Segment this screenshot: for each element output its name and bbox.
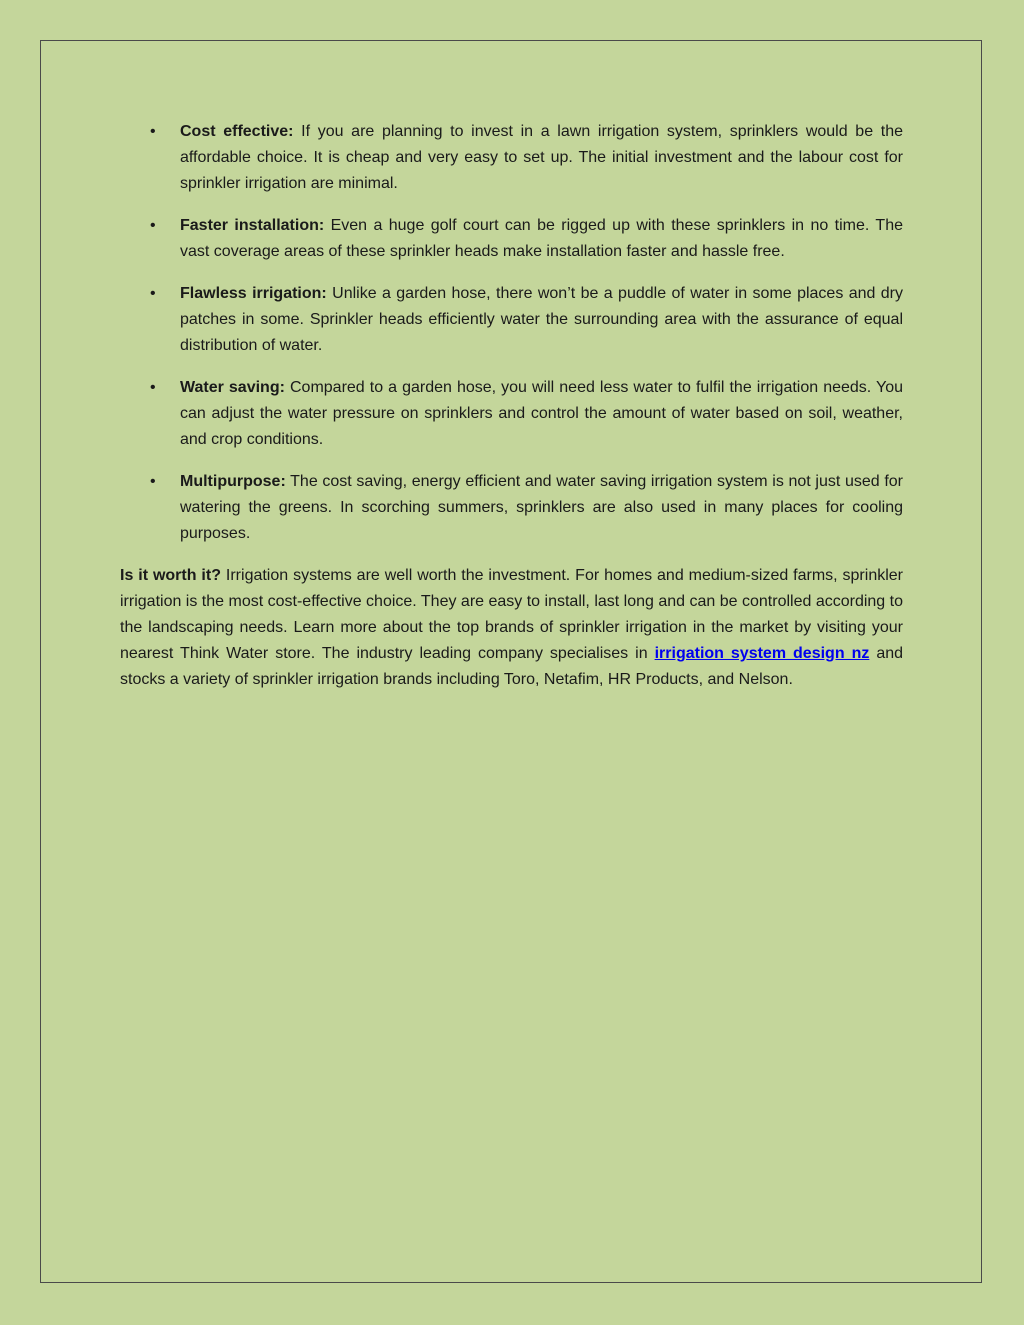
benefits-list [120,119,903,547]
bullet-icon: • [150,379,156,396]
list-item-text: Unlike a garden hose, there won’t be a puddle of water in some places and dry patches in some. Sprinkler heads efficiently water the surrounding area with the assurance of equal distribution of water. [180,285,904,354]
list-item-text: Even a huge golf court can be rigged up with these sprinklers in no time. The vast coverage areas of these sprinkler heads make installation faster and hassle free. [180,217,904,260]
list-item-term: Cost effective: [180,123,294,140]
irrigation-design-link[interactable]: irrigation system design nz [654,645,870,662]
list-item-text: The cost saving, energy efficient and water saving irrigation system is not just used for watering the greens. In scorching summers, sprinklers are also used in many places for cooling purposes. [180,473,903,542]
closing-lead: Is it worth it? [120,567,221,584]
list-item-term: Water saving: [180,379,285,396]
list-item [120,281,903,359]
list-item-text: Compared to a garden hose, you will need less water to fulfil the irrigation needs. You can adjust the water pressure on sprinklers and control the amount of water based on soil, weather, and crop conditions. [180,379,903,448]
list-item-term: Multipurpose: [180,473,286,490]
document-body [120,119,903,693]
list-item [120,469,903,547]
closing-paragraph [120,563,903,693]
bullet-icon: • [150,123,156,140]
bullet-icon: • [150,285,156,302]
closing-text-after-link: and stocks a variety of sprinkler irrigation brands including Toro, Netafim, HR Products, and Nelson. [120,645,904,688]
list-item [120,119,903,197]
list-item-term: Faster installation: [180,217,325,234]
list-item [120,213,903,265]
bullet-icon: • [150,473,156,490]
list-item-text: If you are planning to invest in a lawn irrigation system, sprinklers would be the affordable choice. It is cheap and very easy to set up. The initial investment and the labour cost for sprinkler irrigation are minimal. [180,123,904,192]
closing-text-before-link: Irrigation systems are well worth the investment. For homes and medium-sized farms, sprinkler irrigation is the most cost-effective choice. They are easy to install, last long and can be controlled according to the landscaping needs. Learn more about the top brands of sprinkler irrigation in the market by visiting your nearest Think Water store. The industry leading company specialises in [120,567,903,662]
list-item [120,375,903,453]
list-item-term: Flawless irrigation: [180,285,327,302]
bullet-icon: • [150,217,156,234]
